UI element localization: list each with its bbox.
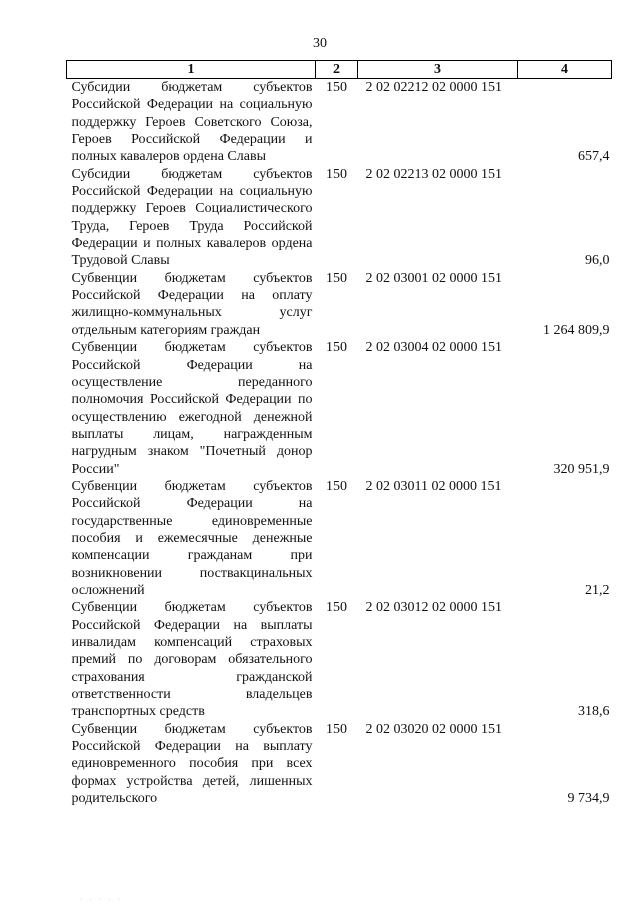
column-header-2: 2 xyxy=(316,61,358,79)
row-name: Субвенции бюджетам субъектов Российской Федерации на оплату жилищно-коммунальных услуг отдельным категориям граждан xyxy=(71,270,313,338)
column-header-1: 1 xyxy=(67,61,316,79)
column-header-3: 3 xyxy=(358,61,518,79)
row-code: 150 xyxy=(326,721,347,737)
table-row xyxy=(67,270,612,339)
row-name: Субвенции бюджетам субъектов Российской Федерации на выплаты инвалидам компенсаций страховых премий по договорам обязательного страхования гражданской ответственности владельцев транспортных средств xyxy=(71,600,313,720)
row-amount: 9 734,9 xyxy=(567,791,610,807)
row-code: 150 xyxy=(326,166,347,182)
page-number: 30 xyxy=(313,36,327,51)
row-code: 150 xyxy=(326,80,347,95)
row-code: 150 xyxy=(326,270,347,286)
row-amount: 21,2 xyxy=(585,582,610,598)
row-kbk: 2 02 03012 02 0000 151 xyxy=(365,600,502,616)
row-code: 150 xyxy=(326,478,347,494)
row-kbk: 2 02 02212 02 0000 151 xyxy=(365,80,502,95)
row-name: Субвенции бюджетам субъектов Российской Федерации на выплату единовременного пособия при всех формах устройства детей, лишенных родительского xyxy=(71,721,313,807)
row-name: Субсидии бюджетам субъектов Российской Федерации на социальную поддержку Героев Советского Союза, Героев Российской Федерации и полных кавалеров ордена Славы xyxy=(71,80,313,165)
row-amount: 318,6 xyxy=(578,704,610,720)
row-amount: 96,0 xyxy=(585,253,610,269)
row-amount: 1 264 809,9 xyxy=(543,322,610,338)
table-row xyxy=(67,339,612,478)
row-kbk: 2 02 03020 02 0000 151 xyxy=(365,721,502,737)
table-row xyxy=(67,721,612,808)
row-kbk: 2 02 03011 02 0000 151 xyxy=(365,478,502,494)
scan-specks: · · · · · xyxy=(80,897,123,903)
row-code: 150 xyxy=(326,340,347,356)
row-name: Субсидии бюджетам субъектов Российской Федерации на социальную поддержку Героев Социалистического Труда, Героев Труда Российской Федерации и полных кавалеров ордена Трудовой Славы xyxy=(71,166,313,269)
row-kbk: 2 02 02213 02 0000 151 xyxy=(365,166,502,182)
table-row xyxy=(67,79,612,166)
row-kbk: 2 02 03004 02 0000 151 xyxy=(365,340,502,356)
row-amount: 657,4 xyxy=(578,149,610,165)
table-row xyxy=(67,599,612,720)
table-row xyxy=(67,478,612,599)
table-header-row xyxy=(67,61,612,79)
column-header-4: 4 xyxy=(518,61,612,79)
row-name: Субвенции бюджетам субъектов Российской Федерации на государственные единовременные пособия и ежемесячные денежные компенсации гражданам при возникновении поствакцинальных осложнений xyxy=(71,478,313,598)
row-name: Субвенции бюджетам субъектов Российской Федерации на осуществление переданного полномочия Российской Федерации по осуществлению ежегодной денежной выплаты лицам, награжденным нагрудным знаком "Почетный донор России" xyxy=(71,340,313,477)
row-kbk: 2 02 03001 02 0000 151 xyxy=(365,270,502,286)
budget-table xyxy=(66,60,612,807)
table-row xyxy=(67,166,612,270)
row-amount: 320 951,9 xyxy=(553,461,610,477)
row-code: 150 xyxy=(326,600,347,616)
